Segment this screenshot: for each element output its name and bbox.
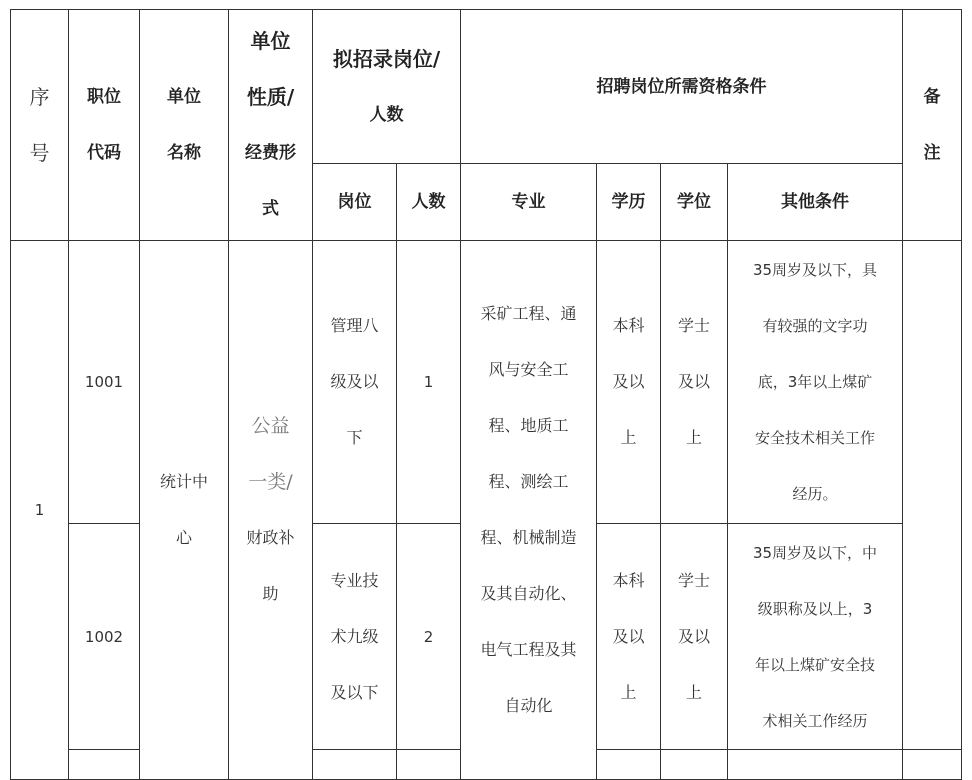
cell-other-line: 经历。	[792, 485, 838, 503]
cell-other-line: 35周岁及以下，具	[752, 261, 878, 279]
cell-education-line: 及以	[612, 372, 645, 391]
header-degree: 学位	[661, 164, 728, 241]
cell-seq: 1	[11, 241, 69, 780]
header-other: 其他条件	[728, 164, 903, 241]
cell-degree	[661, 241, 728, 524]
header-unit-name-line: 名称	[167, 143, 201, 163]
cell-other	[728, 241, 903, 524]
header-seq	[11, 10, 69, 241]
header-row-top	[11, 10, 962, 164]
cell-education-line: 本科	[612, 570, 645, 590]
cell-post-line: 下	[346, 428, 363, 447]
cell-unit-nature	[229, 241, 313, 780]
header-unit-nature-line: 式	[262, 199, 279, 219]
cell-other	[728, 524, 903, 750]
header-remark	[903, 10, 962, 241]
cell-unit-name-line: 心	[175, 528, 192, 547]
header-seq-line: 序	[29, 85, 50, 109]
cell-unit-nature-line: 公益	[251, 415, 290, 437]
cell-post-line: 术九级	[330, 626, 379, 646]
cell-degree-line: 上	[685, 428, 702, 447]
cell-degree-line: 上	[685, 682, 702, 702]
cell-education-line: 上	[620, 682, 637, 702]
header-remark-line: 备	[923, 87, 941, 107]
cell-post-line: 专业技	[330, 570, 379, 590]
cell-unit-nature-line: 一类/	[248, 471, 293, 493]
header-unit-nature-line: 单位	[250, 29, 291, 53]
header-post-group-line: 人数	[369, 104, 404, 125]
header-education: 学历	[597, 164, 661, 241]
header-post-group	[313, 10, 461, 164]
cell-major	[461, 241, 597, 780]
cell-count: 1	[397, 241, 461, 524]
cell-other-line: 安全技术相关工作	[754, 429, 875, 447]
table-row	[11, 241, 962, 524]
cell-major-line: 电气工程及其	[480, 640, 577, 659]
cell-major-line: 自动化	[504, 696, 553, 715]
cell-other-line: 年以上煤矿安全技	[754, 655, 875, 674]
cell-post	[313, 241, 397, 524]
cell-post	[313, 524, 397, 750]
header-code-line: 职位	[87, 87, 121, 107]
cell-major-line: 程、测绘工	[488, 472, 569, 491]
cell-degree	[661, 524, 728, 750]
cell-education	[597, 750, 661, 780]
cell-education-line: 上	[620, 428, 637, 447]
header-unit-name-line: 单位	[167, 87, 201, 107]
cell-other-line: 有较强的文字功	[762, 317, 868, 335]
cell-degree-line: 学士	[677, 316, 710, 335]
cell-post-line: 级及以	[330, 372, 379, 391]
cell-major-line: 风与安全工	[488, 360, 569, 379]
cell-major-line: 及其自动化、	[480, 584, 577, 603]
recruitment-table	[10, 9, 962, 780]
cell-unit-nature-line: 财政补	[246, 528, 295, 547]
cell-education	[597, 524, 661, 750]
cell-unit-name	[140, 241, 229, 780]
cell-other-line: 35周岁及以下，中	[752, 543, 878, 562]
header-code	[69, 10, 140, 241]
cell-degree	[661, 750, 728, 780]
cell-other	[728, 750, 903, 780]
cell-unit-name-line: 统计中	[159, 472, 208, 491]
cell-major-line: 程、机械制造	[480, 528, 577, 547]
header-unit-nature	[229, 10, 313, 241]
cell-other-line: 术相关工作经历	[762, 711, 868, 730]
cell-major-line: 采矿工程、通	[480, 304, 577, 323]
cell-degree-line: 学士	[677, 570, 710, 590]
cell-major-line: 程、地质工	[488, 416, 569, 435]
header-post: 岗位	[313, 164, 397, 241]
cell-post	[313, 750, 397, 780]
header-code-line: 代码	[87, 143, 121, 163]
header-qualification-group: 招聘岗位所需资格条件	[461, 10, 903, 164]
cell-degree-line: 及以	[677, 372, 710, 391]
cell-education	[597, 241, 661, 524]
cell-remark	[903, 241, 962, 750]
cell-other-line: 级职称及以上，3	[757, 599, 873, 618]
cell-degree-line: 及以	[677, 626, 710, 646]
header-major: 专业	[461, 164, 597, 241]
cell-post-line: 管理八	[330, 316, 379, 335]
cell-count: 2	[397, 524, 461, 750]
header-seq-line: 号	[29, 141, 50, 165]
header-post-group-line: 拟招录岗位/	[332, 46, 441, 71]
cell-code: 1002	[69, 524, 140, 750]
cell-code: 1001	[69, 241, 140, 524]
header-unit-nature-line: 经费形	[245, 143, 296, 163]
cell-remark	[903, 750, 962, 780]
cell-count	[397, 750, 461, 780]
header-unit-nature-line: 性质/	[246, 85, 295, 109]
cell-post-line: 及以下	[330, 682, 379, 702]
cell-unit-nature-line: 助	[262, 584, 279, 603]
cell-education-line: 及以	[612, 626, 645, 646]
cell-education-line: 本科	[612, 316, 645, 335]
header-count: 人数	[397, 164, 461, 241]
cell-code	[69, 750, 140, 780]
cell-other-line: 底，3年以上煤矿	[757, 373, 873, 391]
header-unit-name	[140, 10, 229, 241]
header-remark-line: 注	[923, 143, 941, 163]
